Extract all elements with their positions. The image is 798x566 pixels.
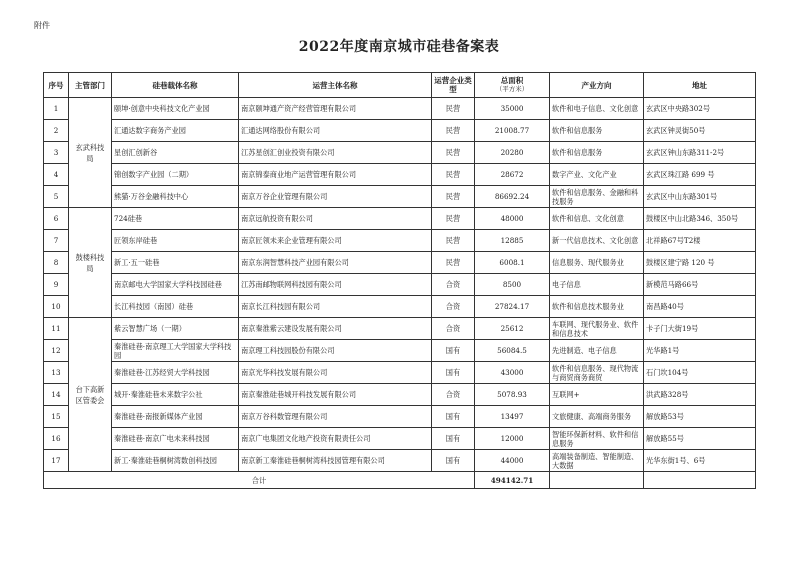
table-row: [44, 428, 756, 450]
cell-industry: 电子信息: [550, 274, 644, 296]
cell-area: 13497: [475, 406, 550, 428]
cell-carrier: 汇通达数字商务产业园: [112, 120, 239, 142]
cell-area: 86692.24: [475, 186, 550, 208]
table-row: [44, 98, 756, 120]
cell-carrier: 星创汇创新谷: [112, 142, 239, 164]
header-type: 运营企业类型: [432, 73, 475, 98]
cell-address: 玄武区钟灵街50号: [644, 120, 756, 142]
cell-industry: 先进制造、电子信息: [550, 340, 644, 362]
cell-carrier: 紫云智慧广场（一期）: [112, 318, 239, 340]
cell-industry: 软件和信息服务、金融和科技服务: [550, 186, 644, 208]
cell-address: 光华东街1号、6号: [644, 450, 756, 472]
attachment-label: 附件: [34, 21, 50, 30]
cell-no: 14: [44, 384, 69, 406]
cell-area: 5078.93: [475, 384, 550, 406]
table-row: [44, 406, 756, 428]
table-body: [44, 98, 756, 489]
cell-address: 洪武路328号: [644, 384, 756, 406]
cell-no: 8: [44, 252, 69, 274]
table-row: [44, 340, 756, 362]
cell-industry: 文旅健康、高端商务服务: [550, 406, 644, 428]
cell-type: 民营: [432, 208, 475, 230]
cell-type: 民营: [432, 164, 475, 186]
cell-area: 56084.5: [475, 340, 550, 362]
cell-area: 25612: [475, 318, 550, 340]
cell-address: 光华路1号: [644, 340, 756, 362]
cell-operator: 南京锦泰商业地产运营管理有限公司: [239, 164, 432, 186]
header-area: [475, 73, 550, 98]
cell-type: 合资: [432, 296, 475, 318]
total-label: 合计: [44, 472, 475, 489]
cell-carrier: 724硅巷: [112, 208, 239, 230]
cell-area: 20280: [475, 142, 550, 164]
cell-area: 12000: [475, 428, 550, 450]
total-empty-industry: [550, 472, 644, 489]
cell-carrier: 秦淮硅巷·江苏经贸大学科技园: [112, 362, 239, 384]
cell-address: 玄武区中央路302号: [644, 98, 756, 120]
cell-area: 27824.17: [475, 296, 550, 318]
cell-industry: 软件和信息技术服务业: [550, 296, 644, 318]
cell-industry: 智能环保新材料、软件和信息服务: [550, 428, 644, 450]
cell-address: 北祥路67号T2楼: [644, 230, 756, 252]
header-dept: 主管部门: [69, 73, 112, 98]
cell-no: 6: [44, 208, 69, 230]
header-area-unit: （平方米）: [495, 85, 529, 93]
cell-industry: 软件和信息服务: [550, 142, 644, 164]
cell-operator: 南京长江科技园有限公司: [239, 296, 432, 318]
cell-area: 44000: [475, 450, 550, 472]
cell-address: 卡子门大街19号: [644, 318, 756, 340]
table-row: [44, 384, 756, 406]
cell-address: 鼓楼区建宁路 120 号: [644, 252, 756, 274]
cell-carrier: 锦创数字产业园（二期）: [112, 164, 239, 186]
cell-operator: 南京秦淮紫云建设发展有限公司: [239, 318, 432, 340]
cell-carrier: 秦淮硅巷·南京广电未来科技园: [112, 428, 239, 450]
cell-department: 台下高新区管委会: [69, 318, 112, 472]
cell-operator: 南京颐坤通产资产经营管理有限公司: [239, 98, 432, 120]
cell-area: 48000: [475, 208, 550, 230]
table-row: [44, 186, 756, 208]
table-row: [44, 164, 756, 186]
cell-type: 民营: [432, 252, 475, 274]
cell-type: 国有: [432, 450, 475, 472]
cell-no: 2: [44, 120, 69, 142]
cell-operator: 南京新工秦淮硅巷桐树湾科技园管理有限公司: [239, 450, 432, 472]
header-operator: 运营主体名称: [239, 73, 432, 98]
total-empty-address: [644, 472, 756, 489]
header-industry: 产业方向: [550, 73, 644, 98]
cell-industry: 互联网+: [550, 384, 644, 406]
cell-industry: 软件和信息、文化创意: [550, 208, 644, 230]
cell-address: 解放路55号: [644, 428, 756, 450]
cell-carrier: 新工·五一硅巷: [112, 252, 239, 274]
cell-department: 玄武科技局: [69, 98, 112, 208]
cell-department: 鼓楼科技局: [69, 208, 112, 318]
table-row: [44, 120, 756, 142]
page-title: 2022年度南京城市硅巷备案表: [298, 39, 500, 55]
table-row: [44, 252, 756, 274]
cell-no: 16: [44, 428, 69, 450]
registration-table: [43, 72, 756, 489]
cell-type: 合资: [432, 384, 475, 406]
cell-address: 解放路53号: [644, 406, 756, 428]
cell-address: 鼓楼区中山北路346、350号: [644, 208, 756, 230]
cell-operator: 南京万谷企业管理有限公司: [239, 186, 432, 208]
cell-operator: 南京光华科技发展有限公司: [239, 362, 432, 384]
cell-operator: 江苏南邮物联网科技园有限公司: [239, 274, 432, 296]
cell-operator: 南京万谷科数管理有限公司: [239, 406, 432, 428]
table-row: [44, 450, 756, 472]
cell-no: 7: [44, 230, 69, 252]
cell-no: 12: [44, 340, 69, 362]
cell-no: 13: [44, 362, 69, 384]
cell-address: 玄武区中山东路301号: [644, 186, 756, 208]
cell-operator: 南京广电集团文化地产投资有限责任公司: [239, 428, 432, 450]
cell-industry: 车联网、现代服务业、软件和信息技术: [550, 318, 644, 340]
cell-no: 9: [44, 274, 69, 296]
cell-carrier: 长江科技园（南园）硅巷: [112, 296, 239, 318]
cell-no: 5: [44, 186, 69, 208]
cell-industry: 信息服务、现代服务业: [550, 252, 644, 274]
cell-industry: 数字产业、文化产业: [550, 164, 644, 186]
cell-no: 4: [44, 164, 69, 186]
cell-address: 新模范马路66号: [644, 274, 756, 296]
cell-industry: 软件和信息服务、现代物流与商贸商务商贸: [550, 362, 644, 384]
cell-no: 10: [44, 296, 69, 318]
table-row: [44, 208, 756, 230]
cell-address: 玄武区钟山东路311-2号: [644, 142, 756, 164]
cell-area: 43000: [475, 362, 550, 384]
table-row: [44, 318, 756, 340]
cell-operator: 南京匠领未来企业管理有限公司: [239, 230, 432, 252]
cell-operator: 江苏星创汇创业投资有限公司: [239, 142, 432, 164]
cell-area: 8500: [475, 274, 550, 296]
cell-address: 石门坎104号: [644, 362, 756, 384]
cell-type: 民营: [432, 186, 475, 208]
total-row: [44, 472, 756, 489]
cell-carrier: 熊猫·万谷金融科技中心: [112, 186, 239, 208]
table-row: [44, 230, 756, 252]
cell-industry: 软件和电子信息、文化创意: [550, 98, 644, 120]
cell-operator: 南京远航投资有限公司: [239, 208, 432, 230]
table-row: [44, 274, 756, 296]
cell-no: 17: [44, 450, 69, 472]
cell-operator: 南京秦淮硅巷城开科技发展有限公司: [239, 384, 432, 406]
cell-operator: 南京理工科技园股份有限公司: [239, 340, 432, 362]
cell-type: 民营: [432, 98, 475, 120]
cell-carrier: 颐坤·创意中央科技文化产业园: [112, 98, 239, 120]
header-address: 地址: [644, 73, 756, 98]
cell-type: 国有: [432, 428, 475, 450]
cell-industry: 新一代信息技术、文化创意: [550, 230, 644, 252]
header-no: 序号: [44, 73, 69, 98]
cell-operator: 汇通达网络股份有限公司: [239, 120, 432, 142]
table-row: [44, 142, 756, 164]
cell-area: 21008.77: [475, 120, 550, 142]
cell-carrier: 新工·秦淮硅巷桐树湾数创科技园: [112, 450, 239, 472]
cell-no: 1: [44, 98, 69, 120]
cell-address: 玄武区珠江路 699 号: [644, 164, 756, 186]
cell-carrier: 秦淮硅巷·南报新媒体产业园: [112, 406, 239, 428]
cell-address: 南昌路40号: [644, 296, 756, 318]
cell-carrier: 秦淮硅巷·南京理工大学国家大学科技园: [112, 340, 239, 362]
cell-area: 12885: [475, 230, 550, 252]
header-area-label: 总面积: [500, 76, 524, 85]
table-row: [44, 362, 756, 384]
cell-no: 3: [44, 142, 69, 164]
cell-type: 合资: [432, 274, 475, 296]
cell-industry: 高端装备制造、智能制造、大数据: [550, 450, 644, 472]
cell-area: 6008.1: [475, 252, 550, 274]
cell-carrier: 南京邮电大学国家大学科技园硅巷: [112, 274, 239, 296]
cell-operator: 南京东润智慧科技产业园有限公司: [239, 252, 432, 274]
cell-type: 国有: [432, 362, 475, 384]
cell-area: 35000: [475, 98, 550, 120]
cell-type: 民营: [432, 120, 475, 142]
cell-type: 国有: [432, 406, 475, 428]
cell-carrier: 匠领东岸硅巷: [112, 230, 239, 252]
cell-carrier: 城开·秦淮硅巷未来数字公社: [112, 384, 239, 406]
cell-type: 民营: [432, 142, 475, 164]
cell-industry: 软件和信息服务: [550, 120, 644, 142]
header-row: [44, 73, 756, 98]
total-area: 494142.71: [475, 472, 550, 489]
cell-type: 合资: [432, 318, 475, 340]
header-carrier: 硅巷载体名称: [112, 73, 239, 98]
table-row: [44, 296, 756, 318]
cell-type: 国有: [432, 340, 475, 362]
cell-area: 28672: [475, 164, 550, 186]
cell-no: 11: [44, 318, 69, 340]
cell-type: 民营: [432, 230, 475, 252]
cell-no: 15: [44, 406, 69, 428]
